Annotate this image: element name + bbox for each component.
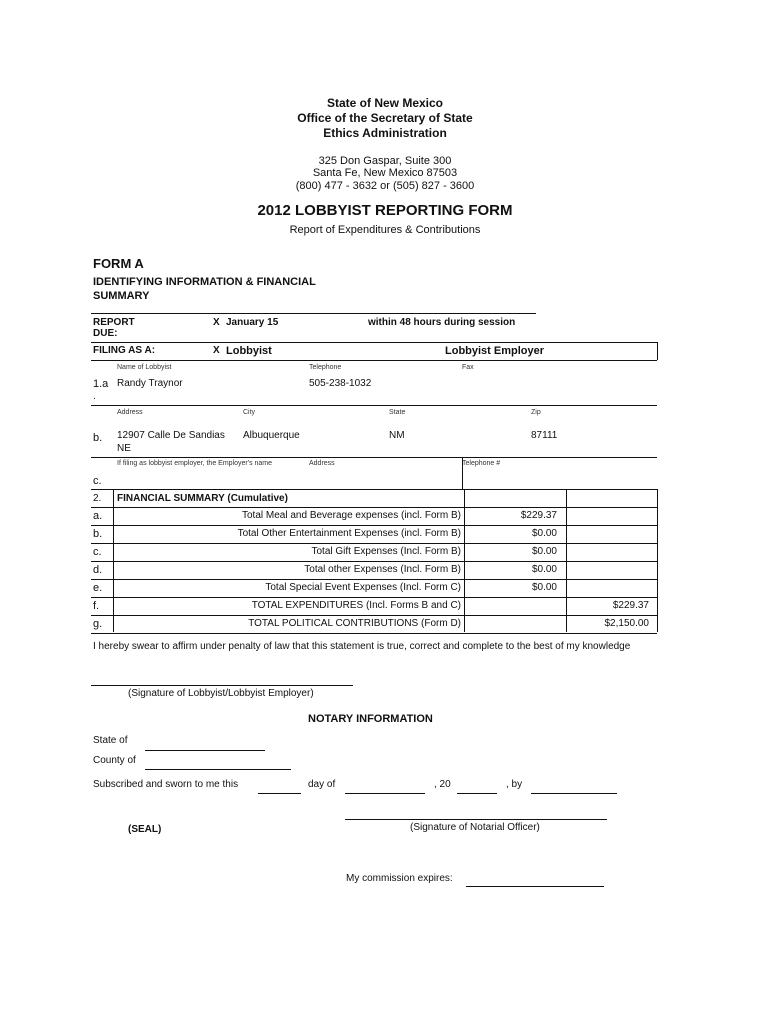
financial-row-number: c. (93, 546, 102, 558)
filing-lobbyist-mark[interactable]: X (213, 345, 220, 356)
signature-label: (Signature of Lobbyist/Lobbyist Employer) (128, 688, 314, 699)
hdr-state: State (389, 409, 406, 416)
financial-row-number: e. (93, 582, 103, 594)
header-ethics: Ethics Administration (323, 126, 447, 140)
financial-row-value[interactable]: $229.37 (520, 510, 557, 521)
commission-expires-field[interactable] (466, 886, 604, 887)
financial-row-number: g. (93, 618, 103, 630)
row-1a-dot: . (93, 391, 96, 402)
report-due-mark[interactable]: X (213, 317, 220, 328)
report-due-date: January 15 (226, 317, 279, 328)
city-value[interactable]: Albuquerque (243, 430, 300, 441)
address-value-2[interactable]: NE (117, 443, 131, 454)
lobbyist-telephone-value[interactable]: 505-238-1032 (309, 378, 372, 389)
header-phone: (800) 477 - 3632 or (505) 827 - 3600 (295, 180, 475, 192)
report-due-label-1: REPORT (93, 317, 135, 328)
financial-number: 2. (93, 493, 102, 504)
filing-lobbyist-option[interactable]: Lobbyist (226, 345, 272, 357)
financial-row-label: TOTAL EXPENDITURES (Incl. Forms B and C) (251, 600, 461, 611)
financial-row-number: f. (93, 600, 100, 612)
financial-row-value[interactable]: $2,150.00 (604, 618, 649, 629)
form-subtitle: Report of Expenditures & Contributions (289, 224, 481, 236)
hdr-address: Address (117, 409, 143, 416)
zip-value[interactable]: 87111 (531, 430, 558, 441)
notary-day-of-label: day of (308, 779, 336, 790)
notary-year-field[interactable] (457, 793, 497, 794)
notary-by-field[interactable] (531, 793, 617, 794)
hdr-employer-telephone: Telephone # (462, 460, 501, 467)
notary-month-field[interactable] (345, 793, 425, 794)
notary-state-label: State of (93, 735, 128, 746)
notary-signature-line[interactable] (345, 819, 607, 820)
financial-row-label: Total Other Entertainment Expenses (incl. Form B) (237, 528, 461, 539)
filing-label: FILING AS A: (93, 345, 156, 356)
financial-row-label: Total Meal and Beverage expenses (incl. Form B) (242, 510, 461, 521)
notary-by-label: , by (506, 779, 523, 790)
hdr-lobbyist-name: Name of Lobbyist (117, 364, 172, 371)
financial-row-number: b. (93, 528, 103, 540)
hdr-city: City (243, 409, 256, 416)
form-label: FORM A (93, 256, 144, 271)
section-title-2: SUMMARY (93, 290, 150, 302)
financial-row-label: TOTAL POLITICAL CONTRIBUTIONS (Form D) (248, 618, 461, 629)
state-value[interactable]: NM (389, 430, 405, 441)
section-title-1: IDENTIFYING INFORMATION & FINANCIAL (93, 276, 316, 288)
header-office: Office of the Secretary of State (297, 111, 473, 125)
commission-expires-label: My commission expires: (346, 873, 453, 884)
financial-row-value[interactable]: $0.00 (531, 564, 557, 575)
hdr-employer-name: If filing as lobbyist employer, the Employer's name (117, 460, 273, 467)
notary-signature-label: (Signature of Notarial Officer) (410, 822, 540, 833)
header-state: State of New Mexico (326, 96, 444, 110)
financial-row-value[interactable]: $0.00 (531, 582, 557, 593)
divider-filing-top (91, 342, 657, 343)
notary-subscribed-label: Subscribed and sworn to me this (93, 779, 239, 790)
row-b-number: b. (93, 432, 103, 444)
notary-county-label: County of (93, 755, 136, 766)
financial-title: FINANCIAL SUMMARY (Cumulative) (117, 493, 288, 504)
header-address-1: 325 Don Gaspar, Suite 300 (318, 155, 452, 167)
swear-statement: I hereby swear to affirm under penalty of law that this statement is true, correct and complete to the best of my knowledge (93, 641, 631, 652)
divider-report-top (91, 313, 536, 314)
notary-state-field[interactable] (145, 750, 265, 751)
form-title: 2012 LOBBYIST REPORTING FORM (257, 202, 513, 219)
financial-row-number: a. (93, 510, 103, 522)
report-due-session: within 48 hours during session (368, 317, 516, 328)
financial-row-value[interactable]: $0.00 (531, 546, 557, 557)
hdr-employer-address: Address (309, 460, 335, 467)
row-1a-number: 1.a (93, 378, 109, 390)
notary-year-label: , 20 (434, 779, 451, 790)
notary-county-field[interactable] (145, 769, 291, 770)
financial-row-label: Total Gift Expenses (Incl. Form B) (311, 546, 461, 557)
hdr-fax: Fax (462, 364, 474, 371)
financial-row-value[interactable]: $229.37 (612, 600, 649, 611)
hdr-zip: Zip (531, 409, 541, 416)
financial-row-number: d. (93, 564, 103, 576)
notary-day-field[interactable] (258, 793, 301, 794)
financial-row-label: Total Special Event Expenses (Incl. Form C) (265, 582, 461, 593)
address-value-1[interactable]: 12907 Calle De Sandias (117, 430, 225, 441)
filing-employer-option[interactable]: Lobbyist Employer (445, 345, 545, 357)
row-c-number: c. (93, 475, 102, 487)
signature-line[interactable] (91, 685, 353, 686)
lobbyist-name-value[interactable]: Randy Traynor (117, 378, 183, 389)
hdr-telephone: Telephone (309, 364, 342, 371)
notary-title: NOTARY INFORMATION (308, 713, 433, 725)
header-address-2: Santa Fe, New Mexico 87503 (312, 167, 458, 179)
financial-row-label: Total other Expenses (Incl. Form B) (304, 564, 461, 575)
financial-row-value[interactable]: $0.00 (531, 528, 557, 539)
notary-seal-label: (SEAL) (128, 824, 162, 835)
report-due-label-2: DUE: (93, 328, 118, 339)
